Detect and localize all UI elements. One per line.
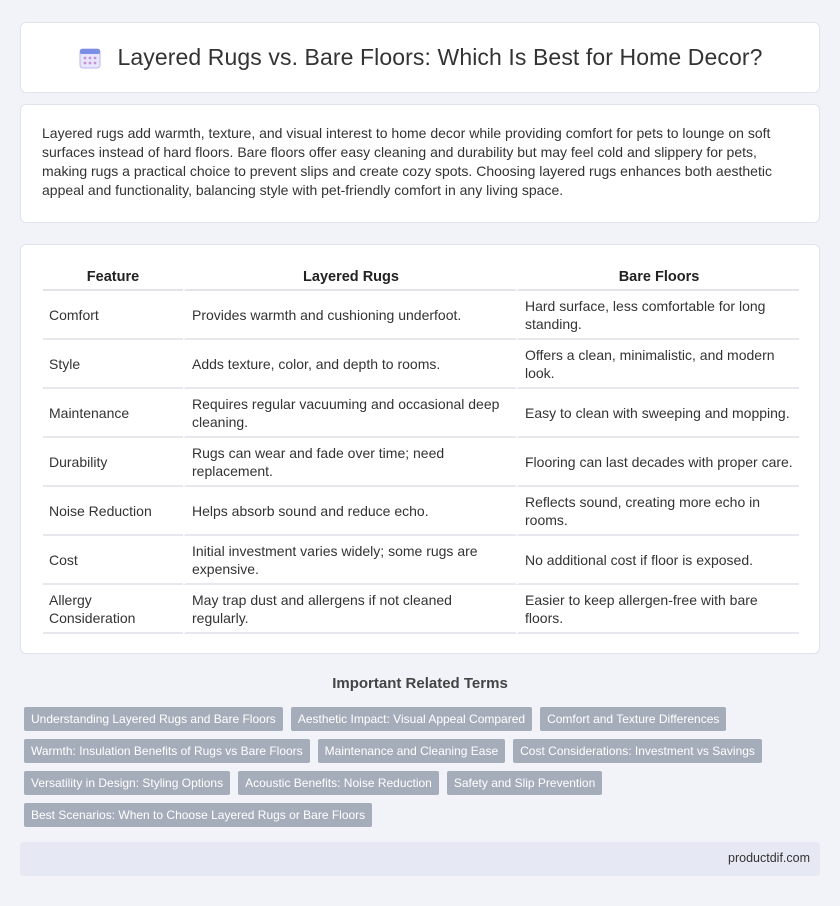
page-title: Layered Rugs vs. Bare Floors: Which Is Best for Home Decor? [117, 44, 763, 70]
layered-rugs-cell: May trap dust and allergens if not cleaned regularly. [183, 585, 516, 634]
related-term-tag[interactable]: Acoustic Benefits: Noise Reduction [238, 771, 439, 795]
related-term-tag[interactable]: Warmth: Insulation Benefits of Rugs vs Bare Floors [24, 739, 310, 763]
header-card [20, 22, 820, 93]
comparison-table-card [20, 244, 820, 654]
table-header-row [43, 265, 799, 291]
related-term-tag[interactable]: Versatility in Design: Styling Options [24, 771, 230, 795]
related-term-tag[interactable]: Cost Considerations: Investment vs Savings [513, 739, 762, 763]
feature-cell: Allergy Consideration [43, 585, 183, 634]
feature-cell: Maintenance [43, 389, 183, 438]
layered-rugs-cell: Helps absorb sound and reduce echo. [183, 487, 516, 536]
bare-floors-cell: Flooring can last decades with proper care. [516, 438, 799, 487]
table-row [43, 291, 799, 340]
calendar-grid-icon [77, 45, 103, 71]
feature-cell: Noise Reduction [43, 487, 183, 536]
intro-paragraph: Layered rugs add warmth, texture, and visual interest to home decor while providing comfort for pets to lounge on soft surfaces instead of hard floors. Bare floors offer easy cleaning and durability but may feel cold and slippery for pets, making rugs a practical choice to prevent slips and create cozy spots. Choosing layered rugs enhances both aesthetic appeal and functionality, balancing style with pet-friendly comfort in any living space. [42, 125, 772, 198]
table-row [43, 536, 799, 585]
layered-rugs-cell: Adds texture, color, and depth to rooms. [183, 340, 516, 389]
feature-cell: Style [43, 340, 183, 389]
intro-card [20, 104, 820, 223]
related-term-tag[interactable]: Safety and Slip Prevention [447, 771, 602, 795]
column-header-layered-rugs: Layered Rugs [183, 265, 516, 291]
table-row [43, 389, 799, 438]
bare-floors-cell: Offers a clean, minimalistic, and modern look. [516, 340, 799, 389]
table-row [43, 340, 799, 389]
layered-rugs-cell: Requires regular vacuuming and occasional deep cleaning. [183, 389, 516, 438]
layered-rugs-cell: Initial investment varies widely; some rugs are expensive. [183, 536, 516, 585]
bare-floors-cell: Easy to clean with sweeping and mopping. [516, 389, 799, 438]
bare-floors-cell: No additional cost if floor is exposed. [516, 536, 799, 585]
feature-cell: Cost [43, 536, 183, 585]
related-terms-list [24, 707, 814, 827]
column-header-feature: Feature [43, 265, 183, 291]
column-header-bare-floors: Bare Floors [516, 265, 799, 291]
footer [20, 842, 820, 876]
header [77, 44, 762, 71]
related-term-tag[interactable]: Maintenance and Cleaning Ease [318, 739, 505, 763]
related-term-tag[interactable]: Comfort and Texture Differences [540, 707, 726, 731]
related-term-tag[interactable]: Understanding Layered Rugs and Bare Floors [24, 707, 283, 731]
related-terms-title: Important Related Terms [332, 675, 508, 692]
layered-rugs-cell: Provides warmth and cushioning underfoot. [183, 291, 516, 340]
comparison-table [43, 265, 799, 634]
bare-floors-cell: Reflects sound, creating more echo in rooms. [516, 487, 799, 536]
table-row [43, 585, 799, 634]
related-term-tag[interactable]: Best Scenarios: When to Choose Layered Rugs or Bare Floors [24, 803, 372, 827]
layered-rugs-cell: Rugs can wear and fade over time; need replacement. [183, 438, 516, 487]
bare-floors-cell: Hard surface, less comfortable for long standing. [516, 291, 799, 340]
footer-site-link[interactable]: productdif.com [728, 851, 810, 865]
table-row [43, 487, 799, 536]
related-term-tag[interactable]: Aesthetic Impact: Visual Appeal Compared [291, 707, 532, 731]
table-row [43, 438, 799, 487]
bare-floors-cell: Easier to keep allergen-free with bare floors. [516, 585, 799, 634]
feature-cell: Comfort [43, 291, 183, 340]
feature-cell: Durability [43, 438, 183, 487]
